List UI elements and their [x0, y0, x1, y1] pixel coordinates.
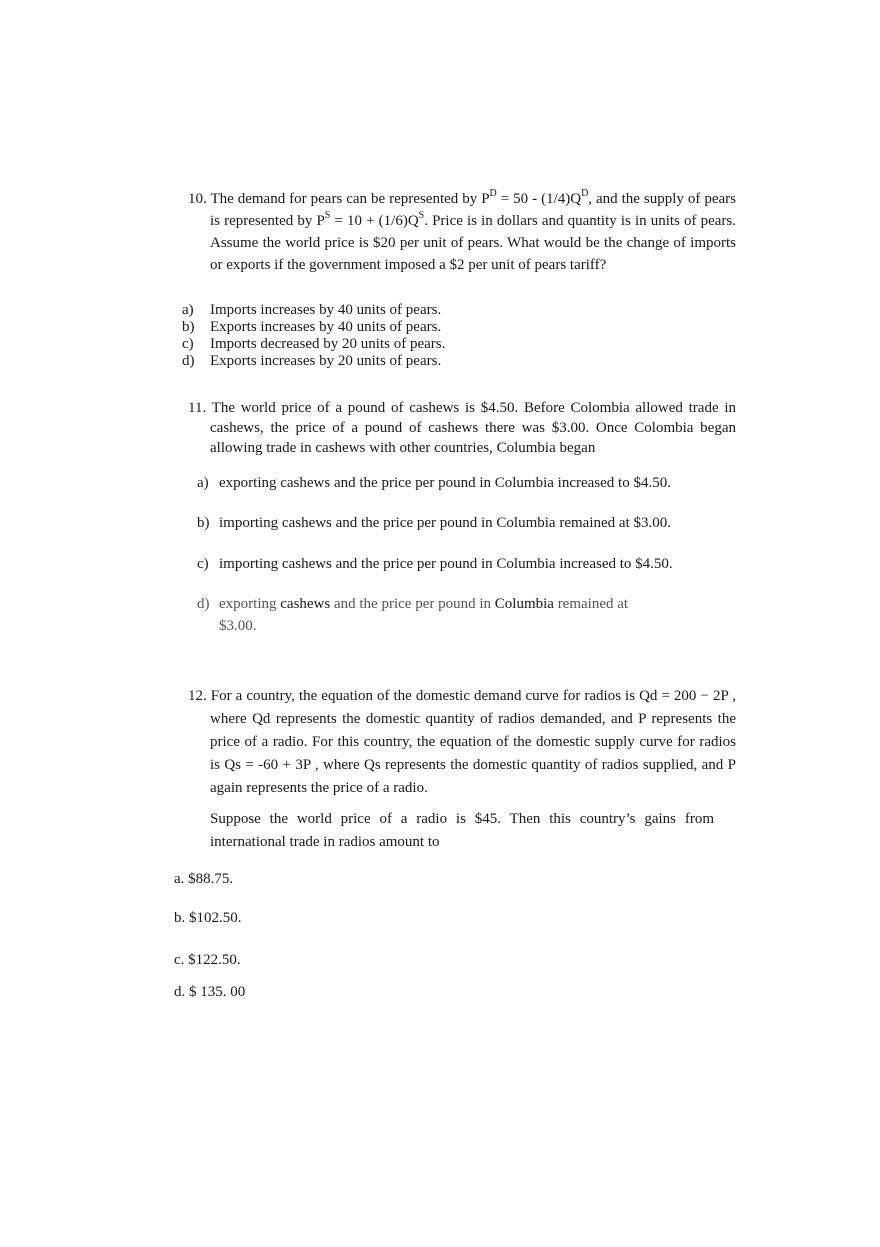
question-10-stem [188, 188, 736, 276]
question-10-option-b: b) Exports increases by 40 units of pears. [182, 319, 442, 335]
question-12-option-c: c. $122.50. [174, 952, 241, 968]
question-10-option-a: a) Imports increases by 40 units of pears. [182, 302, 442, 318]
question-10-number: 10. [188, 191, 207, 207]
question-12-option-d: d. $ 135. 00 [174, 984, 246, 1000]
question-10-option-d: d) Exports increases by 20 units of pears. [182, 353, 442, 369]
question-12-stem [188, 685, 736, 800]
question-11-option-c: c) importing cashews and the price per pound in Columbia increased to $4.50. [197, 556, 673, 572]
question-12-number: 12. [188, 688, 207, 704]
question-11-option-a: a) exporting cashews and the price per pound in Columbia increased to $4.50. [197, 475, 671, 491]
question-12-option-b: b. $102.50. [174, 910, 242, 926]
question-11-option-b: b) importing cashews and the price per pound in Columbia remained at $3.00. [197, 515, 671, 531]
question-10-text: The demand for pears can be represented by $P^D = 50 - (1/4)Q^D$, and the supply of pears is represented by $P^S = 10 + (1/6)Q^S$. Price is in dollars and quantity is in units of pears. Assume the world price is $20 per unit of pears. What would be the change of imports or exports if the government imposed a $2 per unit of pears tariff? [210, 188, 736, 273]
question-11-text: The world price of a pound of cashews is $4.50. Before Colombia allowed trade in cashews, the price of a pound of cashews there was $3.00. Once Colombia began allowing trade in cashews with other countries, Columbia began [210, 400, 736, 456]
question-12-stem-continued: Suppose the world price of a radio is $45. Then this country’s gains from international trade in radios amount to [210, 811, 714, 850]
question-12-text: For a country, the equation of the domestic demand curve for radios is Qd = 200 − 2P , where Qd represents the domestic quantity of radios demanded, and P represents the price of a radio. For this country, the equation of the domestic supply curve for radios is Qs = -60 + 3P , where Qs represents the domestic quantity of radios supplied, and P again represents the price of a radio. [210, 688, 737, 796]
question-11-option-d: d) exporting cashews and the price per pound in Columbia remained at [197, 596, 629, 612]
question-10-option-c: c) Imports decreased by 20 units of pears. [182, 336, 446, 352]
question-12-option-a: a. $88.75. [174, 871, 234, 887]
question-11-number: 11. [188, 400, 207, 416]
question-11-option-d-line2: $3.00. [219, 618, 257, 634]
question-11-stem [188, 398, 736, 458]
